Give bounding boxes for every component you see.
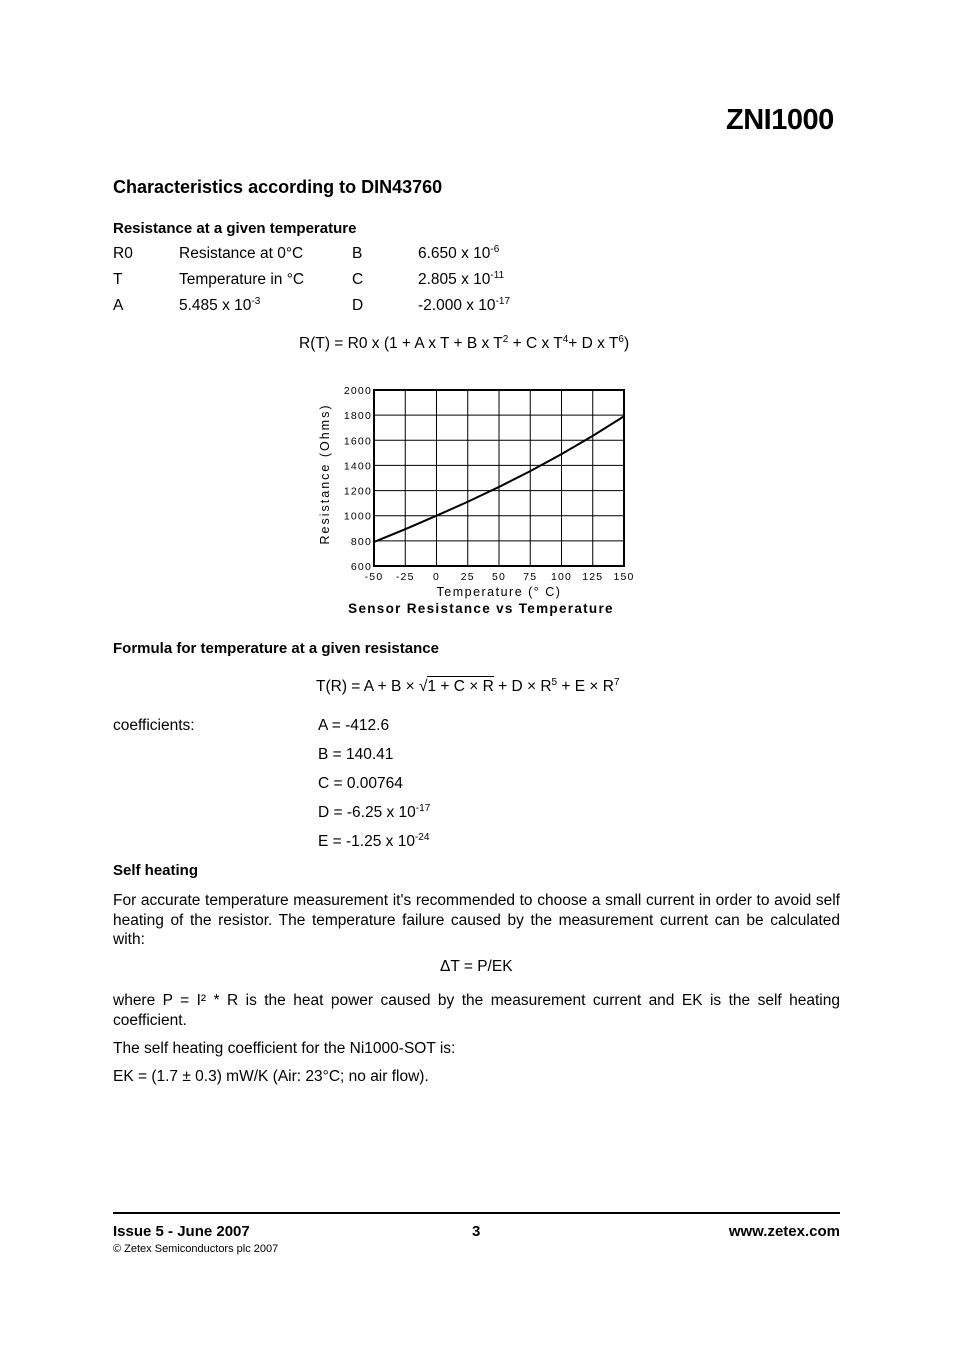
y-tick-label: 1000 xyxy=(343,510,372,523)
y-tick-label: 1800 xyxy=(343,410,372,423)
table-cell-sym: A xyxy=(113,297,124,314)
x-tick-label: 75 xyxy=(523,571,538,583)
y-tick-label: 600 xyxy=(350,561,372,573)
y-tick-label: 800 xyxy=(350,535,372,548)
table-cell-sym: R0 xyxy=(113,245,133,262)
y-axis-label: Resistance (Ohms) xyxy=(318,403,332,545)
website-link[interactable]: www.zetex.com xyxy=(728,1223,840,1240)
chart-grid xyxy=(374,390,624,566)
copyright-notice: © Zetex Semiconductors plc 2007 xyxy=(113,1243,279,1255)
self-heating-formula: ΔT = P/EK xyxy=(440,958,513,975)
table-cell-desc: Resistance at 0°C xyxy=(179,245,304,262)
coefficient-item: D = -6.25 x $10^{-17}$ xyxy=(318,803,431,821)
table-cell-value: 6.650 x $10^{-6}$ xyxy=(418,244,500,262)
x-tick-label: 150 xyxy=(613,571,635,583)
x-tick-label: -50 xyxy=(364,571,384,583)
ek-value: EK = (1.7 ± 0.3) mW/K (Air: 23°C; no air flow). xyxy=(113,1068,429,1085)
table-cell-desc: Temperature in °C xyxy=(179,271,305,288)
heat-power-paragraph: where P = I² * R is the heat power caused by the measurement current and EK is the self heating coefficient. xyxy=(113,992,840,1029)
table-cell-value: -2.000 x $10^{-17}$ xyxy=(418,296,511,314)
x-tick-label: 125 xyxy=(582,571,604,583)
x-tick-label: 0 xyxy=(432,571,441,583)
table-cell-value: 2.805 x $10^{-11}$ xyxy=(418,270,505,288)
temperature-formula-heading: Formula for temperature at a given resistance xyxy=(113,640,439,657)
x-tick-labels xyxy=(365,571,635,583)
footer-divider xyxy=(113,1212,840,1214)
table-cell-sym: D xyxy=(352,297,364,314)
x-tick-label: 25 xyxy=(460,571,475,583)
y-tick-label: 1400 xyxy=(343,460,372,473)
temperature-formula: $T(R) = A + B \times √1 + C \times R + D \times R^5 + E \times R^7$ xyxy=(316,677,620,695)
x-tick-label: 100 xyxy=(550,571,573,583)
self-heating-paragraph: For accurate temperature measurement it's recommended to choose a small current in order to avoid self heating of the resistor. The temperature failure caused by the measurement current can be calculated with: xyxy=(113,892,840,948)
y-tick-label: 1600 xyxy=(343,435,372,448)
table-cell-sym: T xyxy=(113,271,123,288)
issue-date: Issue 5 - June 2007 xyxy=(113,1223,250,1240)
section-title: Characteristics according to DIN43760 xyxy=(113,177,443,197)
coefficient-item: A = -412.6 xyxy=(318,717,390,734)
document-title: ZNI1000 xyxy=(726,104,834,136)
y-tick-labels xyxy=(344,385,372,573)
x-axis-label: Temperature (° C) xyxy=(436,585,562,599)
table-cell-sym: B xyxy=(352,245,363,262)
y-tick-label: 2000 xyxy=(343,385,372,397)
coefficient-item: B = 140.41 xyxy=(318,746,394,763)
x-tick-label: -25 xyxy=(395,571,415,583)
coefficient-item: C = 0.00764 xyxy=(318,775,403,792)
self-heating-heading: Self heating xyxy=(113,862,199,879)
chart-title: Sensor Resistance vs Temperature xyxy=(348,601,614,616)
x-tick-label: 50 xyxy=(491,571,507,583)
coefficient-intro: The self heating coefficient for the Ni1000-SOT is: xyxy=(113,1040,456,1057)
coefficient-item: E = -1.25 x $10^{-24}$ xyxy=(318,832,430,850)
coefficients-label: coefficients: xyxy=(113,717,195,734)
table-cell-value: 5.485 x $10^{-3}$ xyxy=(179,296,261,314)
y-tick-label: 1200 xyxy=(343,485,372,498)
page-number: 3 xyxy=(472,1223,481,1240)
table-cell-sym: C xyxy=(352,271,364,288)
resistance-temperature-chart xyxy=(300,378,660,623)
resistance-formula: R(T) = R0 x (1 + A x T + B x $T^2 + C$ x $T^4+ D$ x $T^6$) xyxy=(299,334,630,352)
resistance-heading: Resistance at a given temperature xyxy=(113,220,357,237)
